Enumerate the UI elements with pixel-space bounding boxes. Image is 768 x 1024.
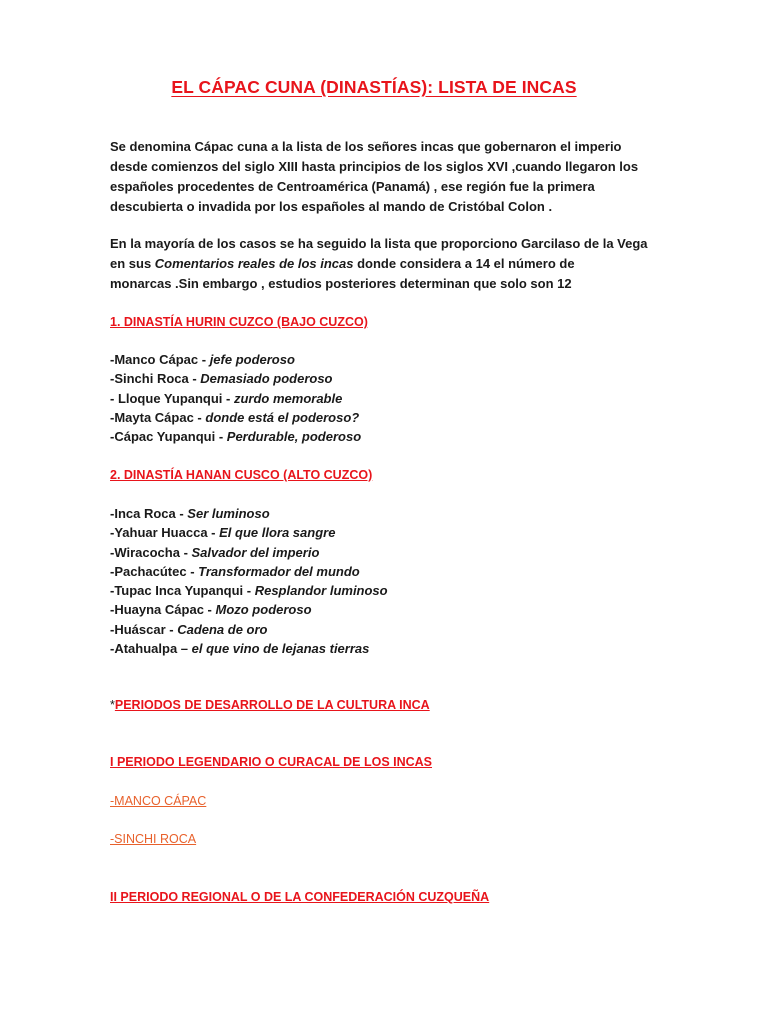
period2-heading: II PERIODO REGIONAL O DE LA CONFEDERACIÓN CUZQUEÑA <box>110 890 490 904</box>
list-item <box>110 600 388 619</box>
intro-paragraph <box>110 137 670 217</box>
list-item <box>110 562 388 581</box>
inca-meaning: El que llora sangre <box>219 525 336 541</box>
intro-line: descubierta o invadida por los españoles al mando de Cristóbal Colon . <box>110 199 553 214</box>
garcilaso-paragraph <box>110 234 670 294</box>
inca-name: -Yahuar Huacca - <box>110 525 220 541</box>
dynasty2-heading: 2. DINASTÍA HANAN CUSCO (ALTO CUZCO) <box>110 468 373 482</box>
paragraph-line: En la mayoría de los casos se ha seguido la lista que proporciono Garcilaso de la Vega <box>110 236 648 251</box>
list-item <box>110 543 388 562</box>
paragraph-line <box>110 254 670 274</box>
inca-name: -Sinchi Roca - <box>110 371 201 387</box>
inca-name: -Inca Roca - <box>110 506 188 521</box>
list-item <box>110 369 361 388</box>
list-item <box>110 581 388 600</box>
inca-meaning: donde está el poderoso? <box>205 409 360 425</box>
book-title: Comentarios reales de los incas <box>154 256 354 271</box>
list-item <box>110 504 388 523</box>
paragraph-line: monarcas .Sin embargo , estudios posteriores determinan que solo son 12 <box>110 276 572 291</box>
list-item <box>110 408 361 427</box>
asterisk: * <box>110 698 115 712</box>
inca-meaning: Transformador del mundo <box>198 563 360 579</box>
inca-meaning: zurdo memorable <box>233 390 343 406</box>
page-title: EL CÁPAC CUNA (DINASTÍAS): LISTA DE INCAS <box>171 77 577 97</box>
inca-meaning: Salvador del imperio <box>191 544 320 560</box>
inca-name: -Pachacútec - <box>110 563 199 579</box>
period1-heading: I PERIODO LEGENDARIO O CURACAL DE LOS INCAS <box>110 755 433 769</box>
inca-name: -Tupac Inca Yupanqui - <box>110 583 255 599</box>
list-item <box>110 350 361 369</box>
inca-meaning: Demasiado poderoso <box>200 371 333 387</box>
inca-name: -Huáscar - <box>110 621 178 637</box>
inca-meaning: Resplandor luminoso <box>254 583 388 599</box>
intro-line: desde comienzos del siglo XIII hasta principios de los siglos XVI ,cuando llegaron los <box>110 159 639 174</box>
inca-meaning: jefe poderoso <box>209 352 295 367</box>
inca-name: - Lloque Yupanqui - <box>110 390 234 406</box>
inca-name: -Wiracocha - <box>110 544 192 560</box>
periods-heading <box>110 698 430 712</box>
intro-line: Se denomina Cápac cuna a la lista de los señores incas que gobernaron el imperio <box>110 139 622 154</box>
list-item <box>110 639 388 658</box>
dynasty1-list <box>110 350 361 446</box>
inca-name: -Atahualpa – <box>110 641 192 657</box>
paragraph-text: en sus <box>110 256 155 271</box>
dynasty1-heading: 1. DINASTÍA HURIN CUZCO (BAJO CUZCO) <box>110 315 368 329</box>
list-item <box>110 523 388 542</box>
periods-heading-text: PERIODOS DE DESARROLLO DE LA CULTURA INCA <box>114 698 430 712</box>
intro-line: españoles procedentes de Centroamérica (Panamá) , ese región fue la primera <box>110 179 595 194</box>
inca-meaning: Cadena de oro <box>177 621 268 637</box>
inca-name: -Cápac Yupanqui - <box>110 429 227 445</box>
inca-meaning: el que vino de lejanas tierras <box>191 641 370 657</box>
inca-name: -Manco Cápac - <box>110 352 210 367</box>
dynasty2-list <box>110 504 388 658</box>
list-item <box>110 427 361 446</box>
paragraph-text: donde considera a 14 el número de <box>353 256 575 271</box>
list-item <box>110 620 388 639</box>
inca-meaning: Perdurable, poderoso <box>226 429 362 445</box>
period1-item: -SINCHI ROCA <box>110 832 197 846</box>
inca-meaning: Ser luminoso <box>187 506 270 521</box>
inca-meaning: Mozo poderoso <box>215 602 312 618</box>
list-item <box>110 389 361 408</box>
period1-item: -MANCO CÁPAC <box>110 794 207 808</box>
inca-name: -Huayna Cápac - <box>110 602 216 618</box>
inca-name: -Mayta Cápac - <box>110 409 206 425</box>
